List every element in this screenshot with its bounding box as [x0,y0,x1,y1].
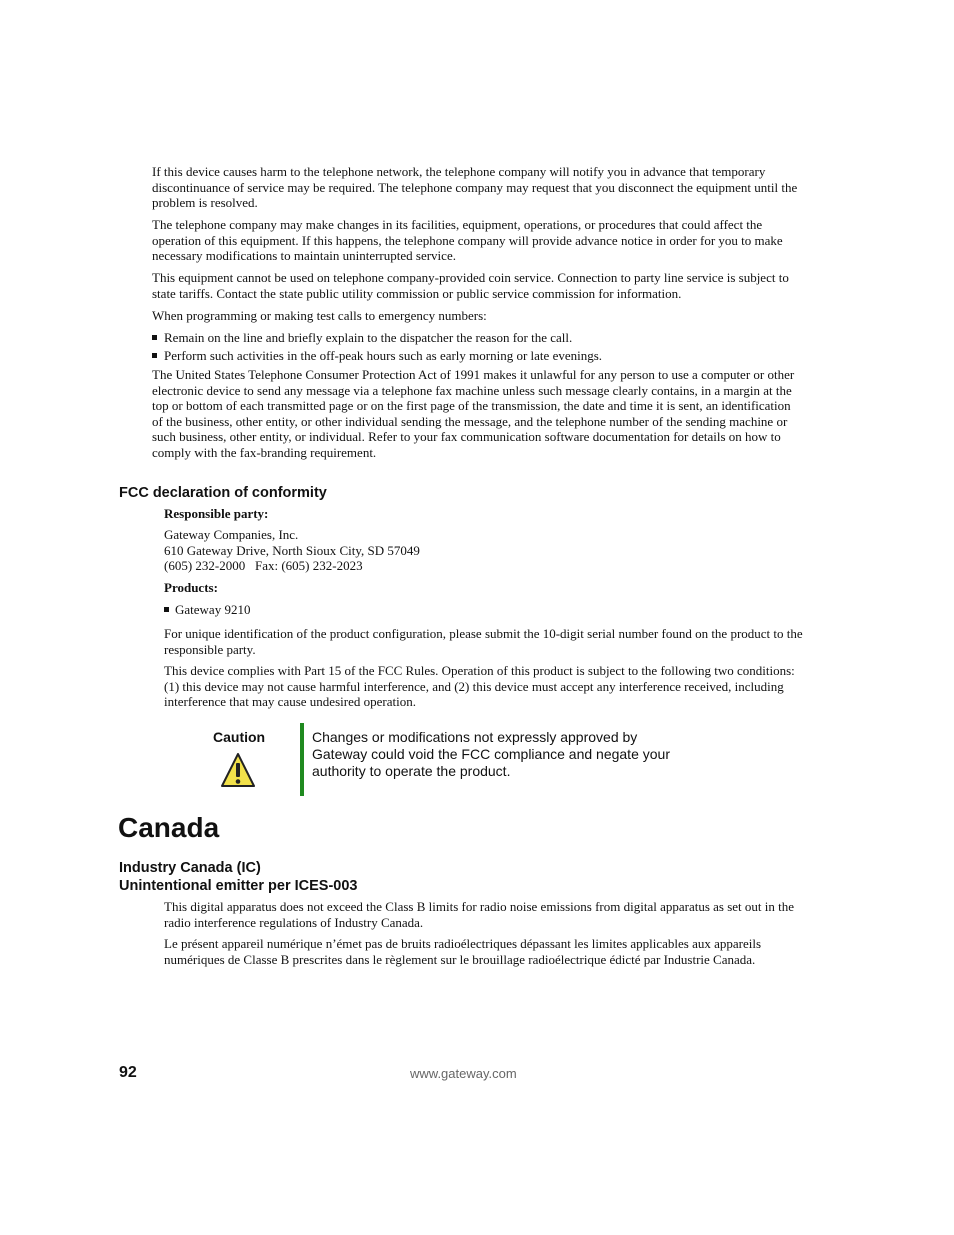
bullet-text: Gateway 9210 [175,602,251,617]
products-label: Products: [164,580,218,595]
responsible-party-label: Responsible party: [164,506,269,521]
paragraph-ic-english: This digital apparatus does not exceed the Class B limits for radio noise emissions from digital apparatus as set out in the radio interference regulations of Industry Canada. [164,899,795,930]
bullet-square-icon [152,353,157,358]
address-block [164,527,804,574]
paragraph-part15: This device complies with Part 15 of the FCC Rules. Operation of this product is subject to the following two conditions: (1) this device may not cause harmful interference, and (2) this device must accept any interference received, including interference that may cause undesired operation. [164,663,795,710]
list-item [152,330,802,346]
bullet-square-icon [164,607,169,612]
caution-label: Caution [213,729,266,745]
ic-heading-line1: Industry Canada (IC) [119,860,261,876]
paragraph-facility-changes: The telephone company may make changes in its facilities, equipment, operations, or procedures that could affect the operation of this equipment. If this happens, the telephone company will provide advance notice in order for you to make necessary modifications to maintain uninterrupted service. [152,217,783,264]
paragraph-emergency-intro: When programming or making test calls to emergency numbers: [152,308,487,323]
address-line: (605) 232-2000 Fax: (605) 232-2023 [164,558,363,574]
ic-heading-line2: Unintentional emitter per ICES-003 [119,878,358,894]
paragraph-serial-number: For unique identification of the product configuration, please submit the 10-digit serial number found on the product to the responsible party. [164,626,803,657]
address-line: Gateway Companies, Inc. [164,527,299,542]
list-item [152,348,802,364]
canada-title: Canada [118,812,220,843]
bullet-square-icon [152,335,157,340]
address-line: 610 Gateway Drive, North Sioux City, SD 57049 [164,542,420,558]
paragraph-harm-notice: If this device causes harm to the telephone network, the telephone company will notify you in advance that temporary discontinuance of service may be required. The telephone company may request that you disconnect the equipment until the problem is resolved. [152,164,798,211]
bullet-text: Perform such activities in the off-peak hours such as early morning or late evenings. [164,348,603,363]
page-number: 92 [119,1064,137,1081]
footer-url: www.gateway.com [410,1066,517,1081]
caution-divider [300,723,304,796]
paragraph-ic-french: Le présent appareil numérique n’émet pas de bruits radioélectriques dépassant les limites applicables aux appareils numériques de Classe B prescrites dans le règlement sur le brouillage radioélectrique édicté par Industrie Canada. [164,936,762,967]
paragraph-coin-service: This equipment cannot be used on telephone company-provided coin service. Connection to party line service is subject to state tariffs. Contact the state public utility commission or public service commission for information. [152,270,789,301]
paragraph-tcpa: The United States Telephone Consumer Protection Act of 1991 makes it unlawful for any person to use a computer or other electronic device to send any message via a telephone fax machine unless such message clearly contains, in a margin at the top or bottom of each transmitted page or on the first page of the transmission, the date and time it is sent, an identification of the business, other entity, or other individual sending the message, and the telephone number of the sending machine or such business, other entity, or individual. Refer to your fax communication software documentation for details on how to comply with the fax-branding requirement. [152,367,795,460]
caution-text: Changes or modifications not expressly approved by Gateway could void the FCC compliance and negate your authority to operate the product. [312,729,670,779]
fcc-heading: FCC declaration of conformity [119,485,327,501]
bullet-text: Remain on the line and briefly explain to the dispatcher the reason for the call. [164,330,573,345]
warning-triangle-icon [220,752,256,788]
list-item [164,602,804,618]
